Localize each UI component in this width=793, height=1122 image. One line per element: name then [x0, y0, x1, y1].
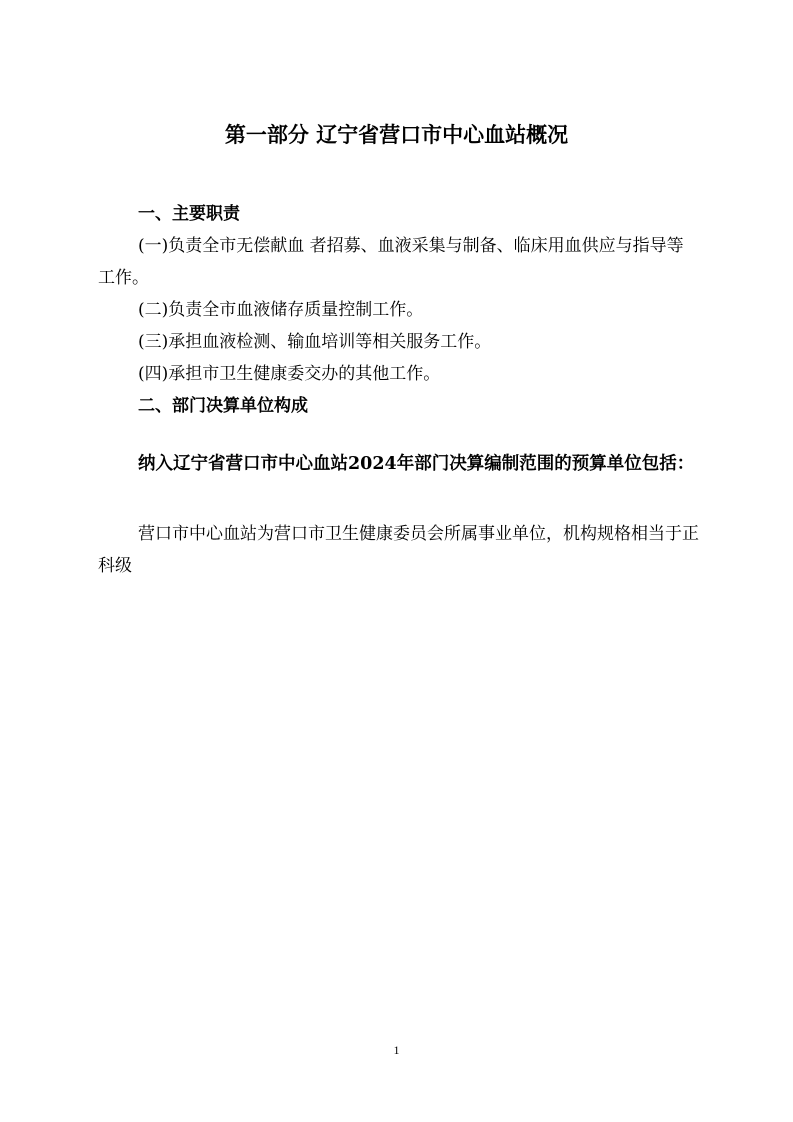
section-heading-units: 二、部门决算单位构成 — [138, 396, 308, 416]
section-heading-responsibilities: 一、主要职责 — [138, 204, 240, 224]
unit-description: 营口市中心血站为营口市卫生健康委员会所属事业单位，机构规格相当于正科级 — [98, 524, 699, 576]
responsibility-item-1: (一)负责全市无偿献血 者招募、血液采集与制备、临床用血供应与指导等工作。 — [98, 236, 684, 288]
budget-units-intro: 纳入辽宁省营口市中心血站2024年部门决算编制范围的预算单位包括： — [138, 454, 695, 474]
responsibility-item-4: (四)承担市卫生健康委交办的其他工作。 — [138, 364, 441, 384]
responsibility-item-3: (三)承担血液检测、输血培训等相关服务工作。 — [138, 332, 492, 352]
responsibility-item-2: (二)负责全市血液储存质量控制工作。 — [138, 300, 424, 320]
page-number: 1 — [393, 1043, 400, 1057]
document-title: 第一部分 辽宁省营口市中心血站概况 — [224, 123, 569, 147]
